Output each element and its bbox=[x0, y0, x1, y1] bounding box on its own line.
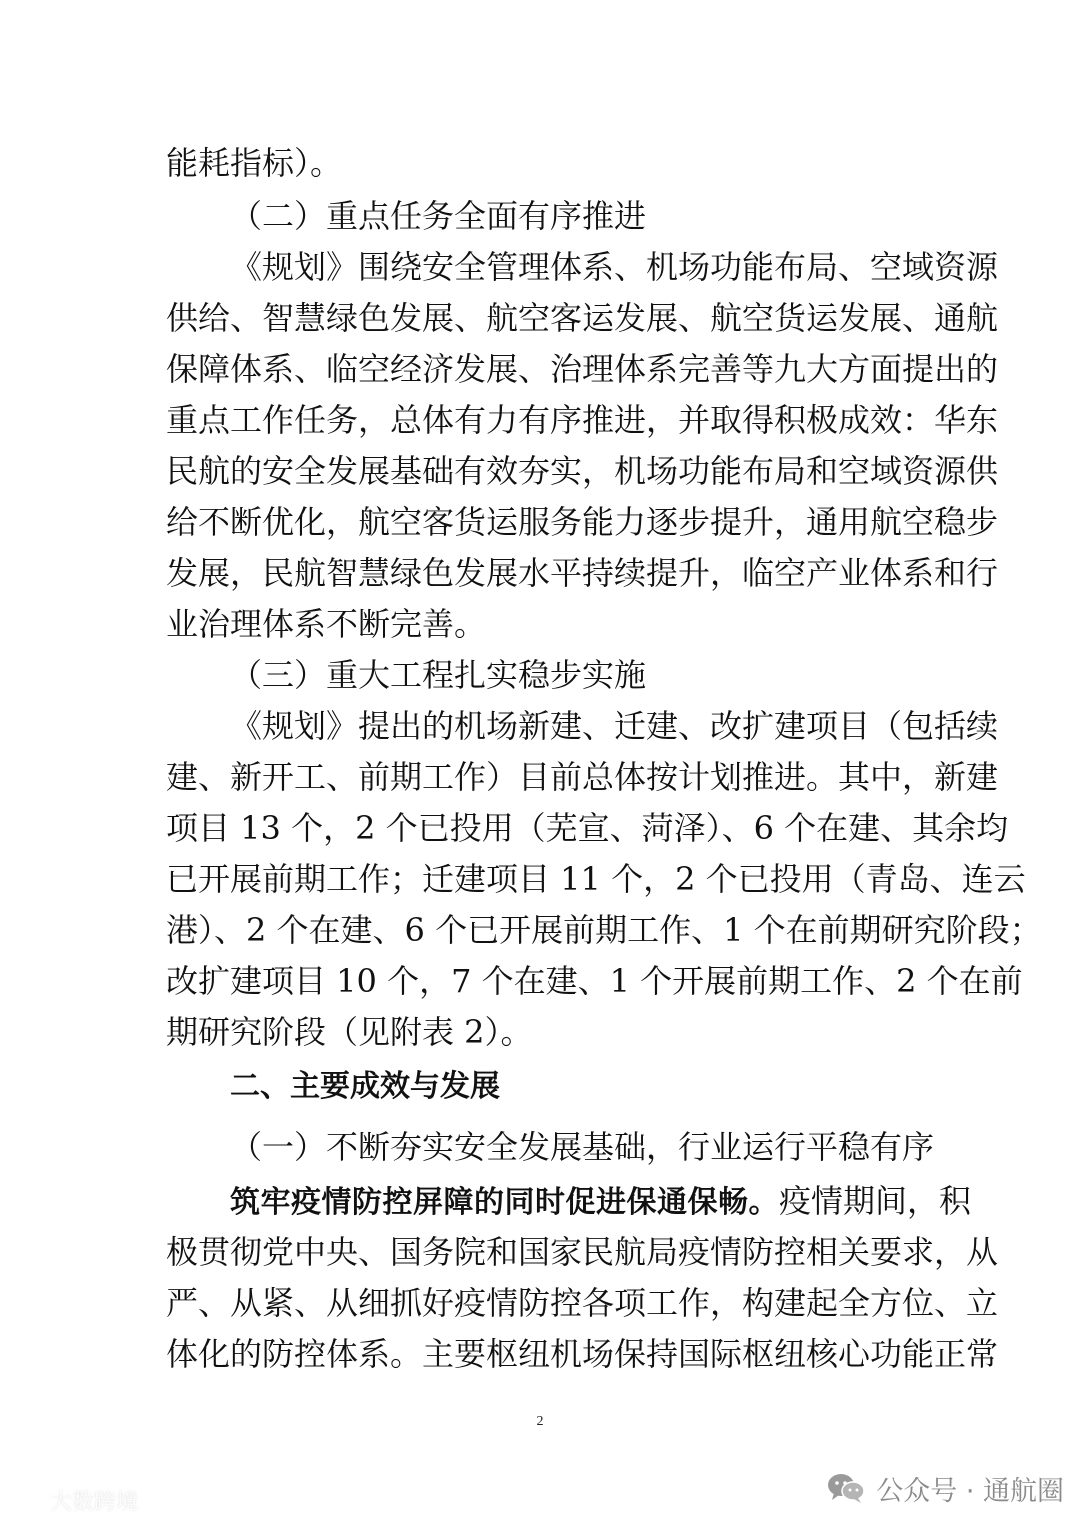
section-heading: （一）不断夯实安全发展基础，行业运行平稳有序 bbox=[230, 1128, 935, 1166]
paragraph-line: 民航的安全发展基础有效夯实，机场功能布局和空域资源供 bbox=[166, 452, 999, 490]
wechat-icon bbox=[826, 1471, 866, 1505]
paragraph-line: 已开展前期工作；迁建项目 11 个，2 个已投用（青岛、连云 bbox=[166, 860, 1026, 898]
page-number: 2 bbox=[536, 1414, 544, 1429]
paragraph-line: 发展，民航智慧绿色发展水平持续提升，临空产业体系和行 bbox=[166, 554, 999, 592]
paragraph-line: 能耗指标）。 bbox=[166, 144, 343, 182]
chapter-heading: 二、主要成效与发展 bbox=[230, 1069, 500, 1104]
paragraph-line: 《规划》围绕安全管理体系、机场功能布局、空域资源 bbox=[230, 248, 999, 286]
paragraph-line: 《规划》提出的机场新建、迁建、改扩建项目（包括续 bbox=[230, 707, 999, 745]
section-heading: （二）重点任务全面有序推进 bbox=[230, 197, 647, 235]
paragraph-line: 改扩建项目 10 个，7 个在建、1 个开展前期工作、2 个在前 bbox=[166, 962, 1023, 1000]
paragraph-text: 疫情期间，积 bbox=[779, 1182, 972, 1220]
watermark-right-text: 公众号 · 通航圈 bbox=[876, 1475, 1064, 1507]
paragraph-line bbox=[230, 1181, 972, 1223]
watermark-left bbox=[10, 1483, 138, 1517]
paragraph-line: 严、从紧、从细抓好疫情防控各项工作，构建起全方位、立 bbox=[166, 1284, 999, 1322]
paragraph-line: 极贯彻党中央、国务院和国家民航局疫情防控相关要求，从 bbox=[166, 1233, 999, 1271]
paragraph-line: 体化的防控体系。主要枢纽机场保持国际枢纽核心功能正常 bbox=[166, 1335, 999, 1373]
watermark-left-text: 大数跨境 bbox=[50, 1489, 139, 1515]
paragraph-line: 重点工作任务，总体有力有序推进，并取得积极成效：华东 bbox=[166, 401, 999, 439]
paragraph-line: 期研究阶段（见附表 2）。 bbox=[166, 1013, 533, 1051]
emblem-icon bbox=[10, 1489, 44, 1511]
section-heading: （三）重大工程扎实稳步实施 bbox=[230, 656, 647, 694]
paragraph-line: 业治理体系不断完善。 bbox=[166, 605, 487, 643]
paragraph-line: 供给、智慧绿色发展、航空客运发展、航空货运发展、通航 bbox=[166, 299, 999, 337]
paragraph-line: 建、新开工、前期工作）目前总体按计划推进。其中，新建 bbox=[166, 758, 999, 796]
paragraph-line: 港）、2 个在建、6 个已开展前期工作、1 个在前期研究阶段； bbox=[166, 911, 1042, 949]
paragraph-line: 保障体系、临空经济发展、治理体系完善等九大方面提出的 bbox=[166, 350, 999, 388]
paragraph-line: 项目 13 个，2 个已投用（芜宣、菏泽）、6 个在建、其余均 bbox=[166, 809, 1009, 847]
paragraph-line: 给不断优化，航空客货运服务能力逐步提升，通用航空稳步 bbox=[166, 503, 999, 541]
bold-lead-phrase: 筑牢疫情防控屏障的同时促进保通保畅。 bbox=[230, 1185, 779, 1220]
watermark-right bbox=[826, 1468, 1064, 1508]
